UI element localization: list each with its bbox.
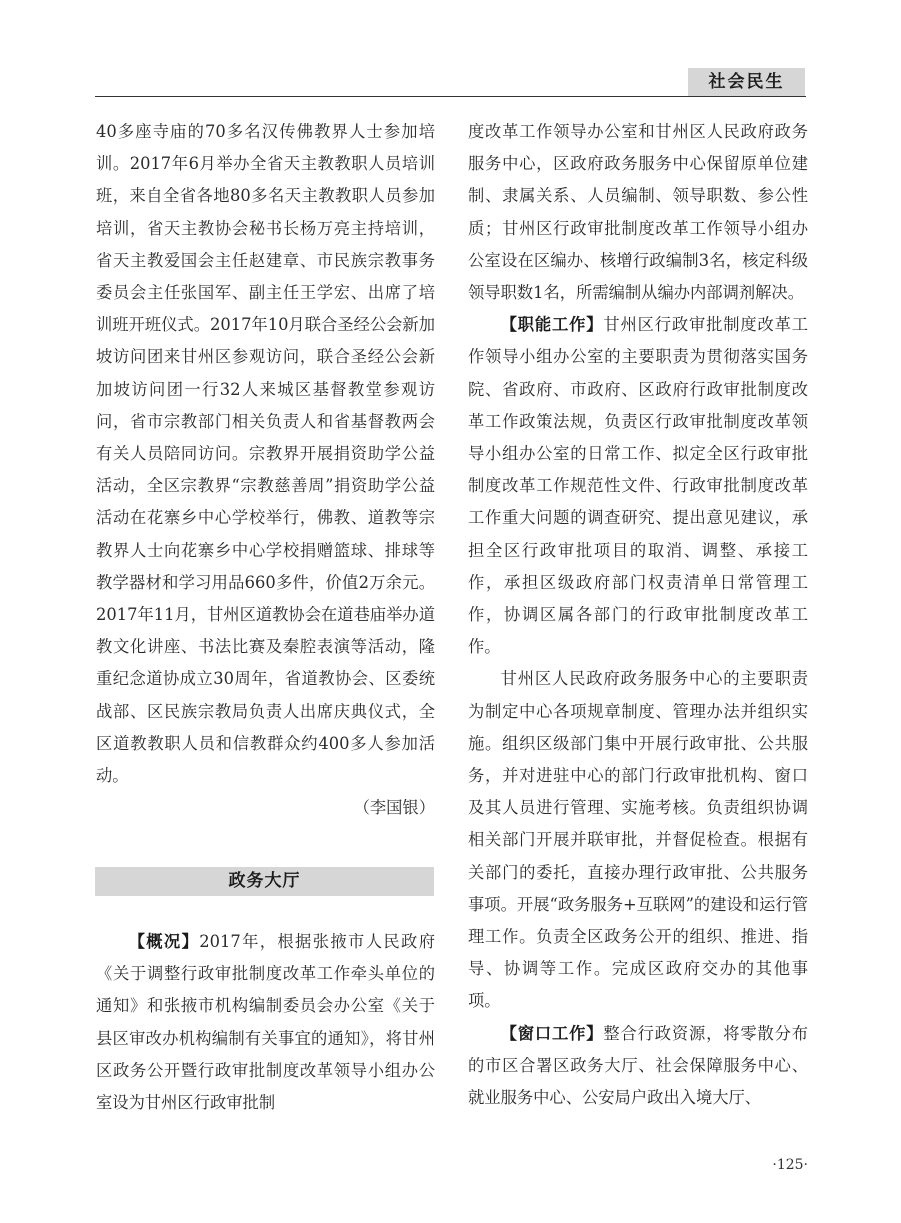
right-column [468,116,808,1114]
paragraph-continuation: 度改革工作领导办公室和甘州区人民政府政务服务中心，区政府政务服务中心保留原单位建制、隶属关系、人员编制、领导职数、参公性质；甘州区行政审批制度改革工作领导小组办公室设在区编办、核增行政编制3名，核定科级领导职数1名，所需编制从编办内部调剂解决。 [468,122,808,303]
paragraph-window [468,1018,808,1115]
paragraph-service-center: 甘州区人民政府政务服务中心的主要职责为制定中心各项规章制度、管理办法并组织实施。组织区级部门集中开展行政审批、公共服务，并对进驻中心的部门行政审批机构、窗口及其人员进行管理、实施考核。负责组织协调相关部门开展并联审批，并督促检查。根据有关部门的委托，直接办理行政审批、公共服务事项。开展“政务服务+互联网”的建设和运行管理工作。负责全区政务公开的组织、推进、指导、协调等工作。完成区政府交办的其他事项。 [468,669,808,1011]
author-credit: （李国银） [353,798,435,818]
page-number: ·125· [772,1157,808,1173]
paragraph-function [468,309,808,663]
section-title: 政务大厅 [95,867,434,896]
section-header-label: 社会民生 [688,68,805,96]
overview-text: 2017年，根据张掖市人民政府《关于调整行政审批制度改革工作牵头单位的通知》和张掖市机构编制委员会办公室《关于县区审改办机构编制有关事宜的通知》，将甘州区政务公开暨行政审批制度改革领导小组办公室设为甘州区行政审批制 [96,932,435,1113]
window-text: 整合行政资源，将零散分布的市区合署区政务大厅、社会保障服务中心、就业服务中心、公安局户政出入境大厅、 [468,1023,808,1108]
function-tag: 【职能工作】 [500,315,604,335]
function-text: 甘州区行政审批制度改革工作领导小组办公室的主要职责为贯彻落实国务院、省政府、市政府、区政府行政审批制度改革工作政策法规，负责区行政审批制度改革领导小组办公室的日常工作、拟定全区行政审批制度改革工作规范性文件、行政审批制度改革工作重大问题的调查研究、提出意见建议，承担全区行政审批项目的取消、调整、承接工作，承担区级政府部门权责清单日常管理工作，协调区属各部门的行政审批制度改革工作。 [468,315,808,657]
paragraph-religion-activities: 40多座寺庙的70多名汉传佛教界人士参加培训。2017年6月举办全省天主教教职人员培训班，来自全省各地80多名天主教教职人员参加培训，省天主教协会秘书长杨万亮主持培训，省天主教爱国会主任赵建章、市民族宗教事务委员会主任张国军、副主任王学宏、出席了培训班开班仪式。2017年10月联合圣经公会新加坡访问团来甘州区参观访问，联合圣经公会新加坡访问团一行32人来城区基督教堂参观访问，省市宗教部门相关负责人和省基督教两会有关人员陪同访问。宗教界开展捐资助学公益活动，全区宗教界“宗教慈善周”捐资助学公益活动在花寨乡中心学校举行，佛教、道教等宗教界人士向花寨乡中心学校捐赠篮球、排球等教学器材和学习用品660多件，价值2万余元。2017年11月，甘州区道教协会在道巷庙举办道教文化讲座、书法比赛及秦腔表演等活动，隆重纪念道协成立30周年，省道教协会、区委统战部、区民族宗教局负责人出席庆典仪式，全区道教教职人员和信教群众约400多人参加活动。 [96,122,435,786]
header-rule [95,96,806,97]
paragraph-overview [96,926,435,1119]
left-column-bottom [96,926,435,1119]
overview-tag: 【概况】 [128,932,200,951]
left-column [96,116,435,824]
window-tag: 【窗口工作】 [500,1023,604,1043]
